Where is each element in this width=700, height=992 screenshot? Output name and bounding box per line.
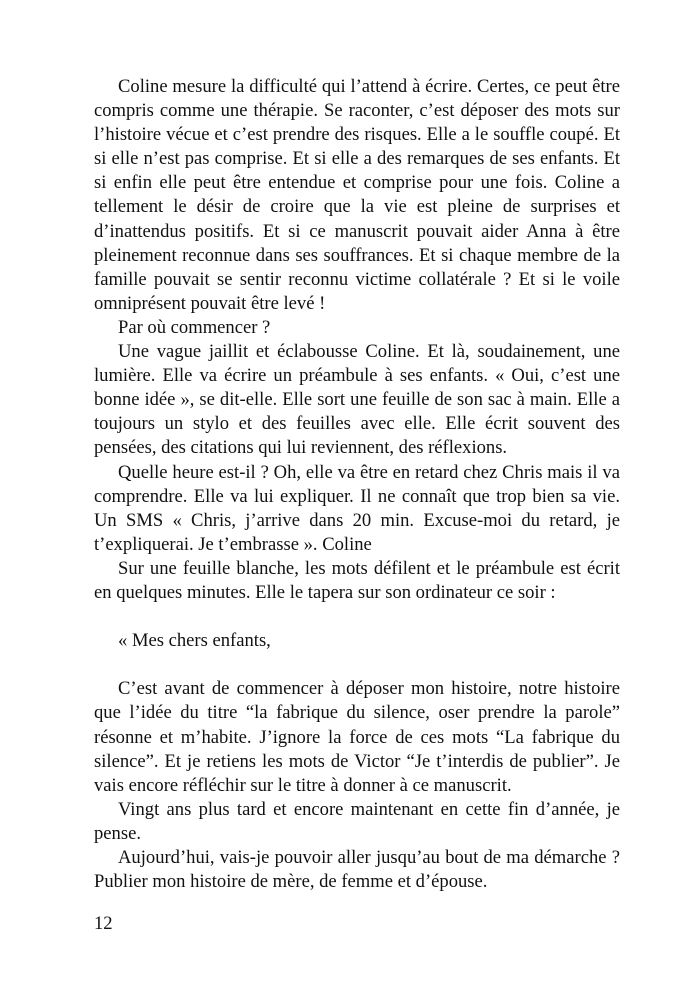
blank-line (94, 605, 620, 629)
text-line: Par où commencer ? (118, 316, 271, 338)
paragraph (94, 461, 620, 557)
text-line: Un SMS « Chris, j’arrive dans 20 min. Excuse-moi du retard, je (94, 509, 620, 531)
text-line: famille pouvait se sentir reconnu victime collatérale ? Et si le voile (94, 268, 620, 290)
page-number: 12 (94, 913, 113, 934)
text-line: toujours un stylo et des feuilles avec elle. Elle écrit souvent des (94, 413, 620, 435)
paragraph (94, 557, 620, 605)
paragraph (94, 798, 620, 846)
text-line: tellement le désir de croire que la vie est pleine de surprises et (94, 196, 620, 218)
text-line: « Mes chers enfants, (118, 630, 271, 652)
paragraph (94, 629, 620, 653)
text-line: si elle n’est pas comprise. Et si elle a des remarques de ses enfants. Et (94, 148, 620, 170)
text-line: compris comme une thérapie. Se raconter, c’est déposer des mots sur (94, 100, 620, 122)
text-line: résonne et m’habite. J’ignore la force de ces mots “La fabrique du (94, 726, 620, 748)
paragraph (94, 340, 620, 460)
text-line: pleinement reconnue dans ses souffrances. Et si chaque membre de la (94, 244, 620, 266)
text-line: silence”. Et je retiens les mots de Victor “Je t’interdis de publier”. Je (94, 750, 620, 772)
text-line: bonne idée », se dit-elle. Elle sort une feuille de son sac à main. Elle a (94, 389, 620, 411)
text-line: Quelle heure est-il ? Oh, elle va être en retard chez Chris mais il va (118, 461, 620, 483)
text-line: vais encore réfléchir sur le titre à donner à ce manuscrit. (94, 774, 512, 796)
text-line: pensées, des citations qui lui reviennent, des réflexions. (94, 437, 508, 459)
text-line: Sur une feuille blanche, les mots défilent et le préambule est écrit (118, 557, 620, 579)
text-line: t’expliquerai. Je t’embrasse ». Coline (94, 533, 372, 555)
paragraph (94, 316, 620, 340)
text-line: comprendre. Elle va lui expliquer. Il ne connaît que trop bien sa vie. (94, 485, 620, 507)
text-line: l’histoire vécue et c’est prendre des risques. Elle a le souffle coupé. Et (94, 124, 620, 146)
page-body (94, 75, 620, 894)
paragraph (94, 677, 620, 797)
text-line: d’inattendus positifs. Et si ce manuscrit pouvait aider Anna à être (94, 220, 620, 242)
text-line: Coline mesure la difficulté qui l’attend à écrire. Certes, ce peut être (118, 76, 620, 97)
text-line: Aujourd’hui, vais-je pouvoir aller jusqu’au bout de ma démarche ? (118, 847, 620, 868)
text-line: Vingt ans plus tard et encore maintenant en cette fin d’année, je (118, 798, 620, 820)
text-line: Une vague jaillit et éclabousse Coline. Et là, soudainement, une (118, 341, 620, 363)
text-line: en quelques minutes. Elle le tapera sur son ordinateur ce soir : (94, 581, 556, 603)
paragraph (94, 846, 620, 894)
text-line: si enfin elle peut être entendue et comprise pour une fois. Coline a (94, 172, 620, 194)
text-line: Publier mon histoire de mère, de femme et d’épouse. (94, 871, 488, 893)
text-line: pense. (94, 822, 141, 844)
text-line: omniprésent pouvait être levé ! (94, 292, 326, 314)
text-line: lumière. Elle va écrire un préambule à ses enfants. « Oui, c’est une (94, 365, 620, 387)
paragraph (94, 75, 620, 316)
blank-line (94, 653, 620, 677)
text-line: C’est avant de commencer à déposer mon histoire, notre histoire (118, 678, 620, 700)
text-line: que l’idée du titre “la fabrique du silence, oser prendre la parole” (94, 702, 620, 724)
